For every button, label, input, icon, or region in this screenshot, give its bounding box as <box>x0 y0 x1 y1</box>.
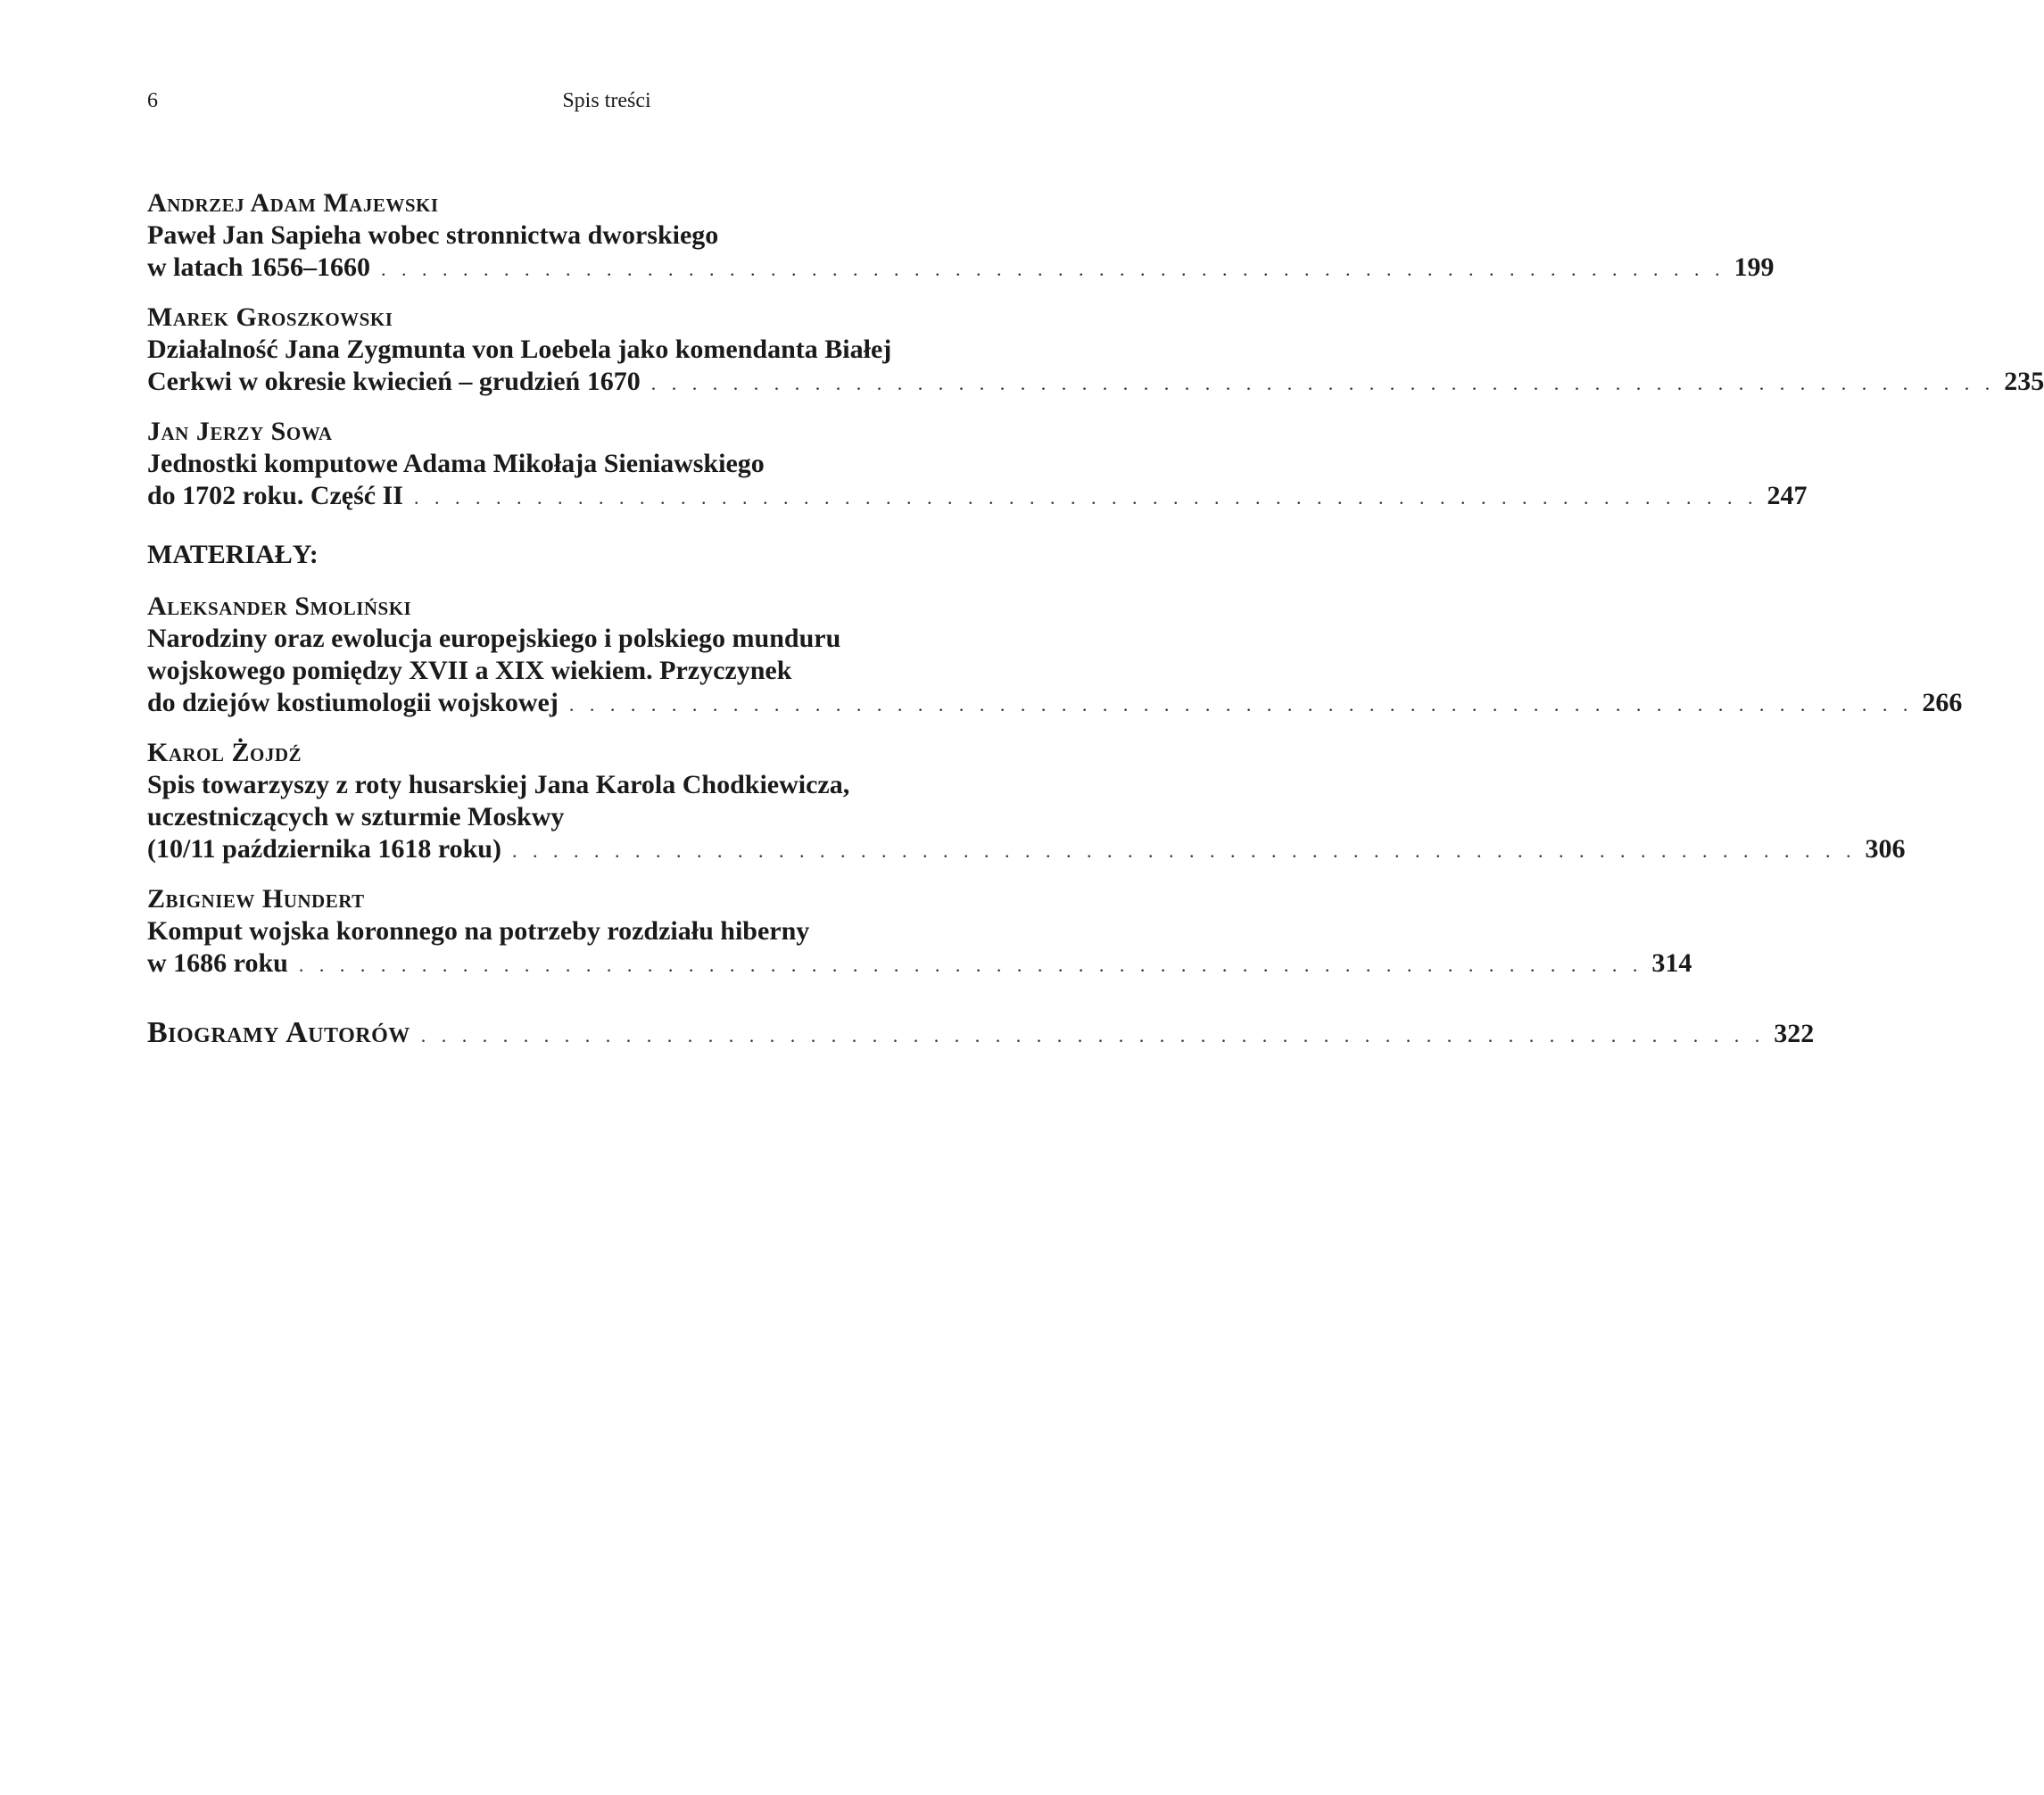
table-of-contents <box>147 187 2044 1068</box>
entry-title-end: w latach 1656–1660 <box>147 252 370 282</box>
entry-last-line <box>147 1016 1815 1052</box>
entry-title-end: Cerkwi w okresie kwiecień – grudzień 1670 <box>147 367 641 396</box>
entry-title-line: Narodziny oraz ewolucja europejskiego i polskiego munduru <box>147 624 841 653</box>
dot-leader: . . . . . . . . . . . . . . . . . . . . . . . . . . . . . . . . . . . . . . . . . . . . . . . . . . . . . . . . . . . . . . . . . . <box>568 693 1914 716</box>
toc-entry-smolinski <box>147 591 1963 721</box>
entry-title-end: do dziejów kostiumologii wojskowej <box>147 688 559 717</box>
entry-title-line: Paweł Jan Sapieha wobec stronnictwa dworskiego <box>147 220 719 250</box>
entry-author: Jan Jerzy Sowa <box>147 417 333 446</box>
dot-leader: . . . . . . . . . . . . . . . . . . . . . . . . . . . . . . . . . . . . . . . . . . . . . . . . . . . . . . . . . . . . . . . . . . <box>381 258 1725 280</box>
running-header <box>147 89 1048 125</box>
entry-last-line <box>147 687 1963 721</box>
entry-author: Andrzej Adam Majewski <box>147 188 439 218</box>
entry-title-end: w 1686 roku <box>147 948 288 978</box>
entry-title-end: (10/11 października 1618 roku) <box>147 834 501 864</box>
section-heading-materialy: MATERIAŁY: <box>147 540 319 569</box>
entry-title-line: uczestniczących w szturmie Moskwy <box>147 802 565 831</box>
entry-author: Zbigniew Hundert <box>147 884 365 914</box>
entry-last-line <box>147 480 1808 514</box>
entry-page-number: 235 <box>2004 367 2044 396</box>
running-title: Spis treści <box>562 89 651 112</box>
entry-page-number: 266 <box>1922 688 1963 717</box>
entry-title-line: Spis towarzyszy z roty husarskiej Jana Karola Chodkiewicza, <box>147 770 850 799</box>
dot-leader: . . . . . . . . . . . . . . . . . . . . . . . . . . . . . . . . . . . . . . . . . . . . . . . . . . . . . . . . . . . . . . . . . . <box>650 372 1996 394</box>
toc-entry-majewski <box>147 187 1775 285</box>
dot-leader: . . . . . . . . . . . . . . . . . . . . . . . . . . . . . . . . . . . . . . . . . . . . . . . . . . . . . . . . . . . . . . . . . . <box>420 1024 1766 1046</box>
entry-title-end: Biogramy Autorów <box>147 1016 410 1049</box>
toc-entry-sowa <box>147 416 1808 514</box>
entry-author: Marek Groszkowski <box>147 302 393 332</box>
toc-entry-hundert <box>147 883 1692 981</box>
toc-entry-zojdz <box>147 737 1906 867</box>
dot-leader: . . . . . . . . . . . . . . . . . . . . . . . . . . . . . . . . . . . . . . . . . . . . . . . . . . . . . . . . . . . . . . . . . . <box>511 840 1857 862</box>
entry-page-number: 322 <box>1774 1019 1815 1048</box>
entry-title-end: do 1702 roku. Część II <box>147 481 403 510</box>
entry-author: Karol Żojdź <box>147 738 302 767</box>
entry-page-number: 199 <box>1734 252 1775 282</box>
entry-last-line <box>147 366 2044 400</box>
entry-last-line <box>147 252 1775 285</box>
entry-last-line <box>147 947 1692 981</box>
entry-title-line: wojskowego pomiędzy XVII a XIX wiekiem. Przyczynek <box>147 656 792 685</box>
entry-page-number: 247 <box>1767 481 1808 510</box>
entry-last-line <box>147 833 1906 867</box>
entry-page-number: 314 <box>1651 948 1692 978</box>
entry-title-line: Działalność Jana Zygmunta von Loebela jako komendanta Białej <box>147 335 892 364</box>
entry-author: Aleksander Smoliński <box>147 591 412 621</box>
entry-title-line: Jednostki komputowe Adama Mikołaja Sieniawskiego <box>147 449 765 478</box>
entry-title-line: Komput wojska koronnego na potrzeby rozdziału hiberny <box>147 916 810 946</box>
toc-entry-groszkowski <box>147 302 2044 400</box>
dot-leader: . . . . . . . . . . . . . . . . . . . . . . . . . . . . . . . . . . . . . . . . . . . . . . . . . . . . . . . . . . . . . . . . . . <box>298 954 1643 976</box>
page-number: 6 <box>147 89 158 112</box>
toc-entry-biogramy <box>147 1016 1815 1052</box>
entry-page-number: 306 <box>1865 834 1906 864</box>
dot-leader: . . . . . . . . . . . . . . . . . . . . . . . . . . . . . . . . . . . . . . . . . . . . . . . . . . . . . . . . . . . . . . . . . . <box>413 486 1759 509</box>
